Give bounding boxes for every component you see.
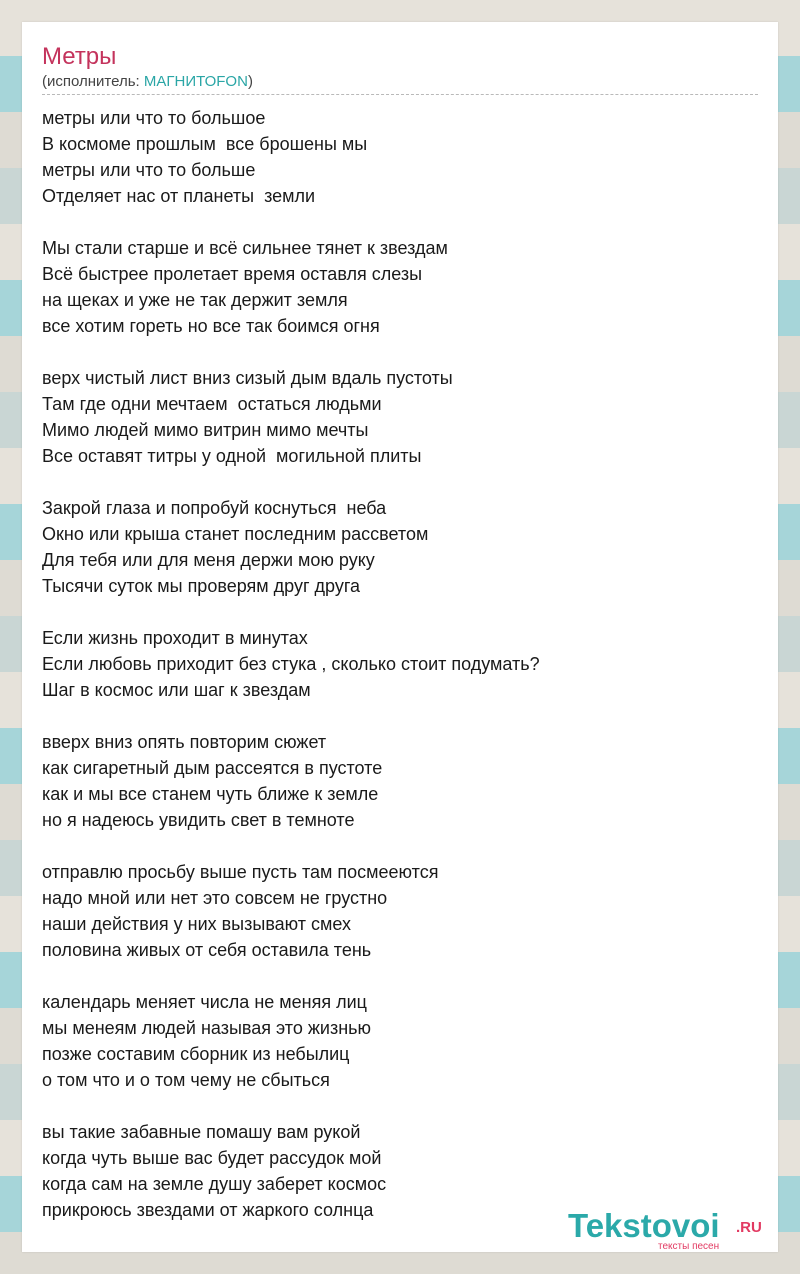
- lyric-line: метры или что то больше: [42, 160, 256, 180]
- lyric-line: Всё быстрее пролетает время оставля слезы: [42, 264, 423, 284]
- lyrics-body: [42, 105, 742, 1223]
- lyric-line: верх чистый лист вниз сизый дым вдаль пустоты: [42, 368, 453, 388]
- title-divider: [42, 94, 758, 95]
- stanza-break: [42, 339, 742, 365]
- lyric-line: наши действия у них вызывают смех: [42, 914, 352, 934]
- lyric-line: вы такие забавные помашу вам рукой: [42, 1122, 361, 1142]
- stanza-break: [42, 703, 742, 729]
- stanza-break: [42, 469, 742, 495]
- artist-link[interactable]: МАГНИТОFON: [143, 73, 248, 90]
- lyric-line: на щеках и уже не так держит земля: [42, 290, 348, 310]
- stanza-break: [42, 209, 742, 235]
- lyric-line: метры или что то большое: [42, 108, 266, 128]
- lyric-line: Если жизнь проходит в минутах: [42, 628, 308, 648]
- lyric-line: о том что и о том чему не сбыться: [42, 1070, 330, 1090]
- lyric-line: половина живых от себя оставила тень: [42, 940, 372, 960]
- logo-tagline: тексты песен: [658, 1241, 720, 1252]
- lyric-line: Мимо людей мимо витрин мимо мечты: [42, 420, 369, 440]
- lyrics-card: [22, 22, 778, 1252]
- lyric-line: Все оставят титры у одной могильной плиты: [42, 446, 422, 466]
- logo-tld: .RU: [736, 1219, 762, 1236]
- lyric-line: мы менеям людей называя это жизнью: [42, 1018, 372, 1038]
- lyric-line: Там где одни мечтаем остаться людьми: [42, 394, 382, 414]
- site-logo[interactable]: [568, 1208, 778, 1252]
- lyric-line: когда сам на земле душу заберет космос: [42, 1174, 387, 1194]
- lyric-line: но я надеюсь увидить свет в темноте: [42, 810, 355, 830]
- lyric-line: Отделяет нас от планеты земли: [42, 186, 316, 206]
- lyric-line: все хотим гореть но все так боимся огня: [42, 316, 380, 336]
- lyric-line: Тысячи суток мы проверям друг друга: [42, 576, 361, 596]
- lyric-line: Шаг в космос или шаг к звездам: [42, 680, 311, 700]
- lyric-line: как сигаретный дым рассеятся в пустоте: [42, 758, 383, 778]
- artist-line: [42, 72, 253, 92]
- song-title: Метры: [42, 43, 117, 70]
- lyric-line: календарь меняет числа не меняя лиц: [42, 992, 367, 1012]
- logo-name: Tekstovoi: [568, 1207, 720, 1244]
- lyric-line: Если любовь приходит без стука , сколько стоит подумать?: [42, 654, 540, 674]
- lyric-line: Окно или крыша станет последним рассветом: [42, 524, 429, 544]
- lyric-line: когда чуть выше вас будет рассудок мой: [42, 1148, 382, 1168]
- lyric-line: надо мной или нет это совсем не грустно: [42, 888, 388, 908]
- stanza-break: [42, 599, 742, 625]
- lyric-line: Закрой глаза и попробуй коснуться неба: [42, 498, 387, 518]
- lyric-line: отправлю просьбу выше пусть там посмееются: [42, 862, 439, 882]
- artist-suffix: ): [247, 73, 253, 90]
- lyric-line: В космоме прошлым все брошены мы: [42, 134, 368, 154]
- lyric-line: позже составим сборник из небылиц: [42, 1044, 350, 1064]
- lyric-line: прикроюсь звездами от жаркого солнца: [42, 1200, 374, 1220]
- stanza-break: [42, 963, 742, 989]
- lyric-line: вверх вниз опять повторим сюжет: [42, 732, 327, 752]
- artist-prefix: (исполнитель:: [42, 73, 144, 90]
- stanza-break: [42, 833, 742, 859]
- lyric-line: как и мы все станем чуть ближе к земле: [42, 784, 379, 804]
- stanza-break: [42, 1093, 742, 1119]
- lyric-line: Мы стали старше и всё сильнее тянет к звездам: [42, 238, 448, 258]
- lyric-line: Для тебя или для меня держи мою руку: [42, 550, 375, 570]
